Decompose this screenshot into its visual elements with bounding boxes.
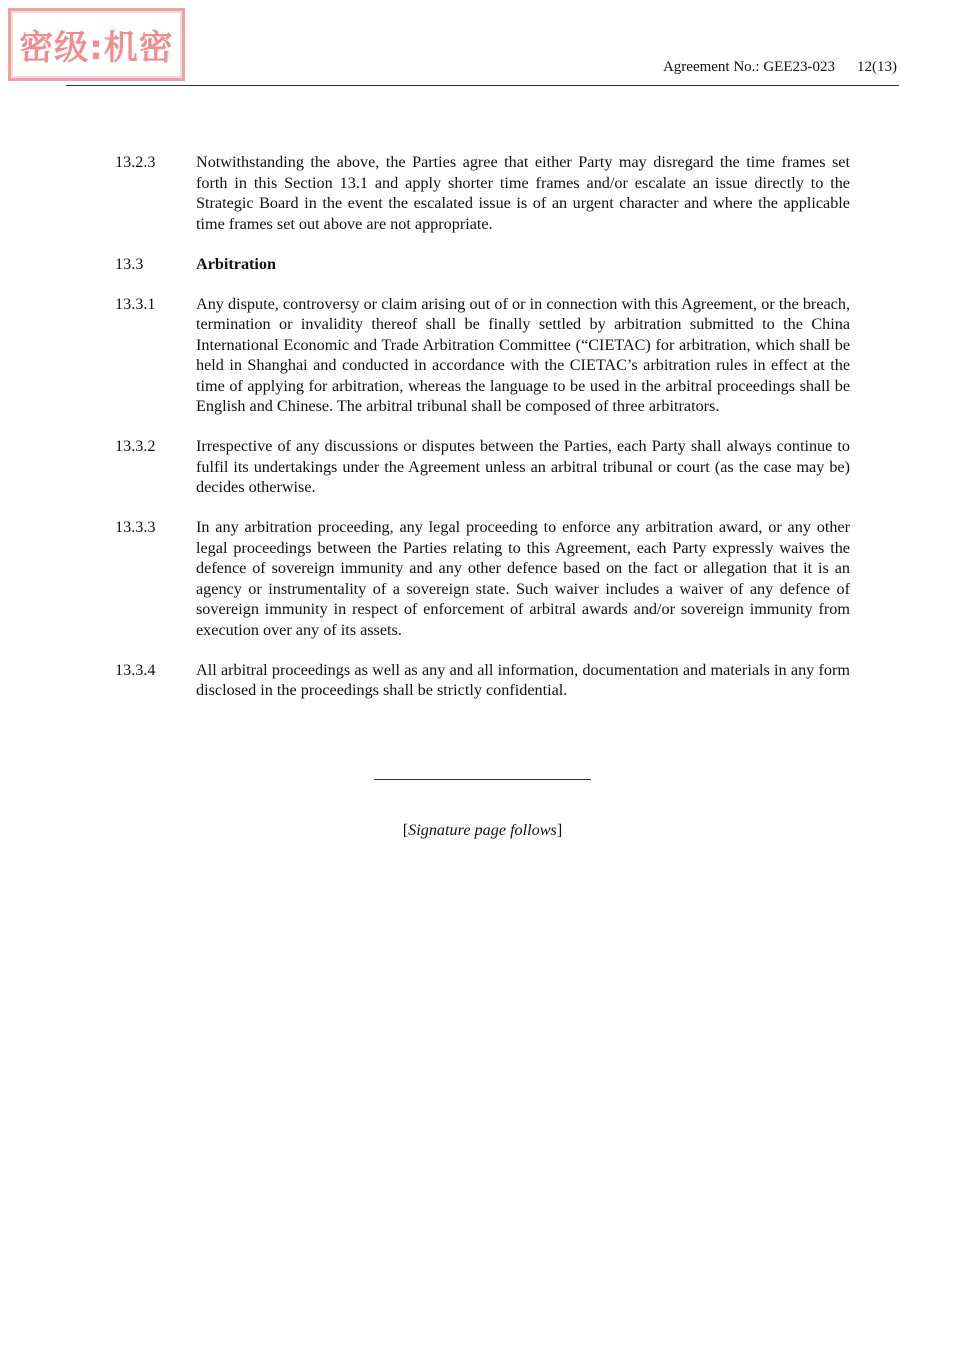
bracket-close: ] xyxy=(556,821,563,839)
confidentiality-stamp xyxy=(8,8,185,81)
clause-number: 13.3.2 xyxy=(115,437,156,455)
clause-number: 13.3.3 xyxy=(115,518,156,536)
clause-text: Irrespective of any discussions or disputes between the Parties, each Party shall always continue to fulfil its undertakings under the Agreement unless an arbitral tribunal or court (as the case may be) decides otherwise. xyxy=(196,437,850,496)
clause-text: Notwithstanding the above, the Parties agree that either Party may disregard the time frames set forth in this Section 13.1 and apply shorter time frames and/or escalate an issue directly to the Strategic Board in the event the escalated issue is of an urgent character and where the applicable time frames set out above are not appropriate. xyxy=(196,153,850,233)
clause-number: 13.3.4 xyxy=(115,660,156,679)
clause-number: 13.2.3 xyxy=(115,153,156,171)
section-heading: Arbitration xyxy=(196,254,277,273)
clause-text: All arbitral proceedings as well as any and all information, documentation and materials in any form disclosed in the proceedings shall be strictly confidential. xyxy=(196,660,850,699)
page-header xyxy=(663,59,897,76)
clause-13-3-1 xyxy=(115,294,850,417)
signature-page-note xyxy=(0,821,965,840)
clause-number: 13.3 xyxy=(115,254,144,273)
clause-text: In any arbitration proceeding, any legal proceeding to enforce any arbitration award, or any other legal proceedings between the Parties relating to this Agreement, each Party expressly waives the defence of sovereign immunity and any other defence based on the fact or allegation that it is an agency or instrumentality of a sovereign state. Such waiver includes a waiver of any defence of sovereign immunity in respect of enforcement of arbitral awards and/or sovereign immunity from execution over any of its assets. xyxy=(196,518,850,639)
page-number: 12(13) xyxy=(857,59,897,75)
bracket-open: [ xyxy=(402,821,409,839)
clause-13-3-4 xyxy=(115,660,850,701)
agreement-number: Agreement No.: GEE23-023 xyxy=(662,59,835,75)
clause-number: 13.3.1 xyxy=(115,294,156,313)
document-body xyxy=(115,152,850,720)
clause-text: Any dispute, controversy or claim arising out of or in connection with this Agreement, or the breach, termination or invalidity thereof shall be finally settled by arbitration submitted to the China International Economic and Trade Arbitration Committee (“CIETAC) for arbitration, which shall be held in Shanghai and conducted in accordance with the CIETAC’s arbitration rules in effect at the time of applying for arbitration, whereas the language to be used in the arbitral proceedings shall be English and Chinese. The arbitral tribunal shall be composed of three arbitrators. xyxy=(196,294,850,415)
clause-13-3-2 xyxy=(115,436,850,498)
stamp-text: 密级:机密 xyxy=(19,28,174,68)
end-of-text-divider xyxy=(374,779,591,780)
clause-13-2-3 xyxy=(115,152,850,234)
signature-note-text: Signature page follows xyxy=(408,821,557,839)
clause-13-3-3 xyxy=(115,517,850,640)
clause-13-3 xyxy=(115,254,850,275)
header-divider xyxy=(66,85,899,86)
